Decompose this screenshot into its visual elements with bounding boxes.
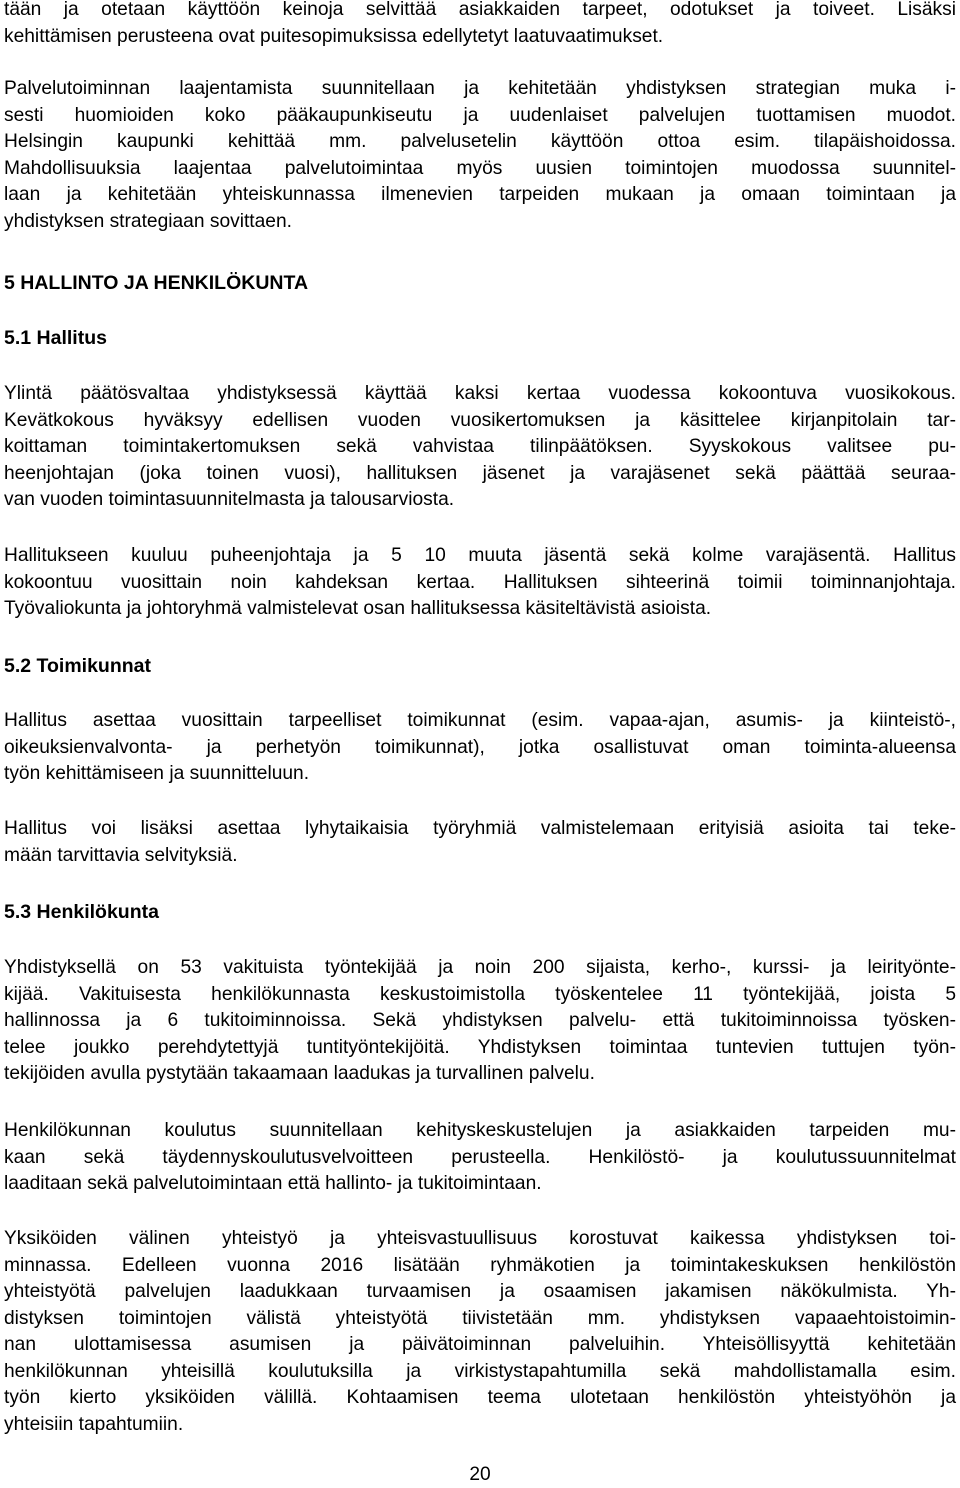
paragraph-quality-requirements [4,0,956,50]
text-line: tään ja otetaan käyttöön keinoja selvittää asiakkaiden tarpeet, odotukset ja toiveet. Lisäksi [4,0,956,20]
text-line: van vuoden toimintasuunnitelmasta ja talousarviosta. [4,489,455,510]
text-line: yhdistyksen strategiaan sovittaen. [4,210,292,232]
paragraph-cooperation [4,1226,956,1438]
text-line: yhteistyötä palvelujen laadukkaan turvaamisen ja osaamisen jakamisen näkökulmista. Yh- [4,1281,956,1302]
paragraph-annual-meeting [4,381,956,514]
text-line: laaditaan sekä palvelutoimintaan että hallinto- ja tukitoimintaan. [4,1173,542,1194]
text-line: telee joukko perehdytettyjä tuntityöntekijöitä. Yhdistyksen toimintaa tuntevien tuttujen työn- [4,1036,956,1058]
paragraph-board-members [4,543,956,623]
paragraph-employees [4,955,956,1088]
text-line: koittaman toimintakertomuksen sekä vahvistaa tilinpäätöksen. Syyskokous valitsee pu- [4,436,956,457]
text-line: mään tarvittavia selvityksiä. [4,844,238,866]
section-heading-staff: 5.3 Henkilökunta [4,901,159,923]
text-line: nan ulottamisessa asumisen ja päivätoiminnan palveluihin. Yhteisöllisyyttä kehitetään [4,1334,956,1355]
text-line: Ylintä päätösvaltaa yhdistyksessä käyttää kaksi kertaa vuodessa kokoontuva vuosikokous. [4,383,956,404]
text-line: Yksiköiden välinen yhteistyö ja yhteisvastuullisuus korostuvat kaikessa yhdistyksen toi- [4,1228,956,1249]
text-line: tekijöiden avulla pystytään takaamaan laadukas ja turvallinen palvelu. [4,1063,595,1084]
text-line: oikeuksienvalvonta- ja perhetyön toimikunnat), jotka osallistuvat oman toiminta-alueensa [4,736,956,758]
text-line: Henkilökunnan koulutus suunnitellaan kehityskeskustelujen ja asiakkaiden tarpeiden mu- [4,1120,956,1141]
text-line: Palvelutoiminnan laajentamista suunnitellaan ja kehitetään yhdistyksen strategian muka i- [4,78,956,99]
text-line: henkilökunnan yhteisillä koulutuksilla ja virkistystapahtumilla sekä mahdollistamalla esim. [4,1360,956,1382]
text-line: sesti huomioiden koko pääkaupunkiseutu ja uudenlaiset palvelujen tuottamisen muodot. [4,104,956,126]
text-line: työn kehittämiseen ja suunnitteluun. [4,763,310,784]
paragraph-service-expansion [4,76,956,235]
text-line: heenjohtajan (joka toinen vuosi), hallituksen jäsenet ja varajäsenet sekä päättää seuraa- [4,462,956,484]
text-line: Kevätkokous hyväksyy edellisen vuoden vuosikertomuksen ja käsittelee kirjanpitolain tar- [4,409,956,431]
text-line: Yhdistyksellä on 53 vakituista työntekijää ja noin 200 sijaista, kerho-, kurssi- ja leirityönte- [4,957,956,978]
section-heading-committees: 5.2 Toimikunnat [4,655,151,677]
paragraph-committees [4,708,956,788]
section-heading-board: 5.1 Hallitus [4,327,107,349]
text-line: laan ja kehitetään yhteiskunnassa ilmenevien tarpeiden mukaan ja omaan toimintaan ja [4,184,956,205]
text-line: Työvaliokunta ja johtoryhmä valmistelevat osan hallituksessa käsiteltävistä asioista. [4,598,712,619]
paragraph-staff-training [4,1118,956,1198]
text-line: yhteisiin tapahtumiin. [4,1413,184,1435]
text-line: työn kierto yksiköiden välillä. Kohtaamisen teema ulotetaan henkilöstön yhteistyöhön ja [4,1387,956,1408]
text-line: Hallitus asettaa vuosittain tarpeelliset toimikunnat (esim. vapaa-ajan, asumis- ja kiinteistö-, [4,710,956,731]
paragraph-working-groups [4,816,956,869]
text-line: kijää. Vakituisesta henkilökunnasta keskustoimistolla työskentelee 11 työntekijää, joista 5 [4,983,956,1005]
text-line: Hallitus voi lisäksi asettaa lyhytaikaisia työryhmiä valmistelemaan erityisiä asioita tai teke- [4,818,956,839]
text-line: kehittämisen perusteena ovat puitesopimuksissa edellytetyt laatuvaatimukset. [4,25,664,47]
text-line: kokoontuu vuosittain noin kahdeksan kertaa. Hallituksen sihteerinä toimii toiminnanjohtaja. [4,571,956,593]
text-line: kaan sekä täydennyskoulutusvelvoitteen perusteella. Henkilöstö- ja koulutussuunnitelmat [4,1146,956,1168]
text-line: minnassa. Edelleen vuonna 2016 lisätään ryhmäkotien ja toimintakeskuksen henkilöstön [4,1254,956,1276]
text-line: Hallitukseen kuuluu puheenjohtaja ja 5 10 muuta jäsentä sekä kolme varajäsentä. Hallitus [4,545,956,566]
chapter-heading: 5 HALLINTO JA HENKILÖKUNTA [4,272,309,294]
text-line: hallinnossa ja 6 tukitoiminnoissa. Sekä yhdistyksen palvelu- että tukitoiminnoissa työsken- [4,1010,956,1031]
text-line: distyksen toimintojen välistä yhteistyötä tiivistetään mm. yhdistyksen vapaaehtoistoimin- [4,1307,956,1329]
text-line: Mahdollisuuksia laajentaa palvelutoimintaa myös uusien toimintojen muodossa suunnitel- [4,157,956,179]
page-number: 20 [469,1464,491,1485]
text-line: Helsingin kaupunki kehittää mm. palvelusetelin käyttöön ottoa esim. tilapäishoidossa. [4,131,956,152]
